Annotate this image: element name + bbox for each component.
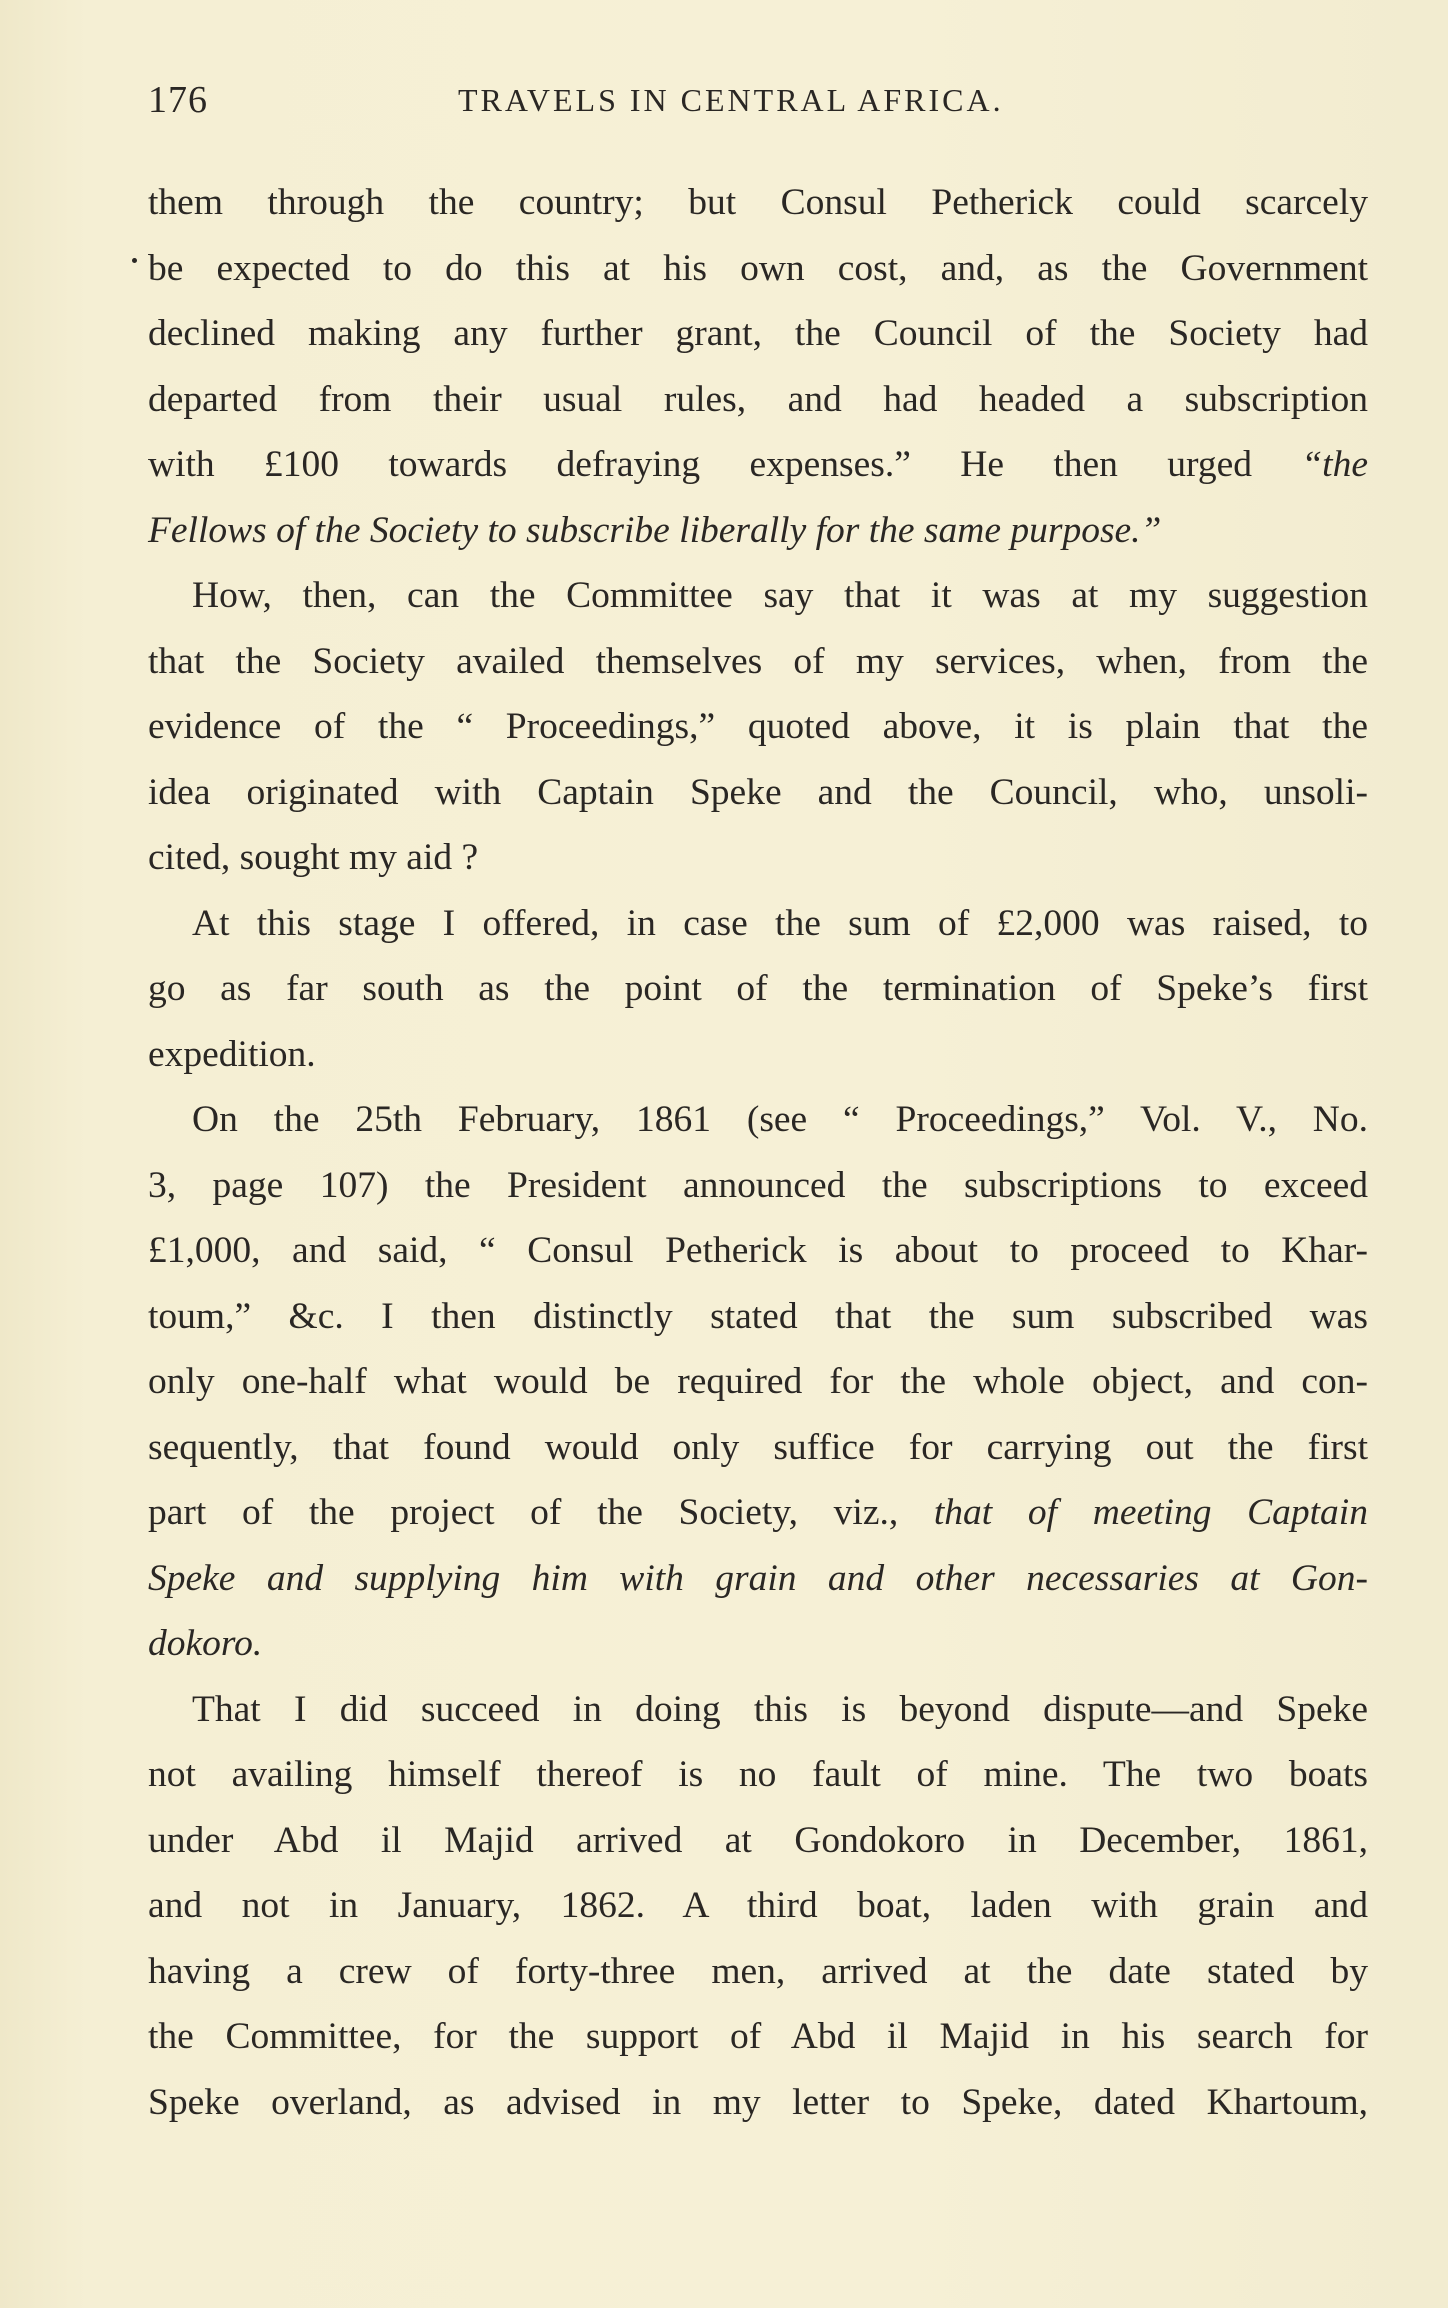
text-line: £1,000, and said, “ Consul Petherick is about to proceed to Khar-: [148, 1230, 1368, 1271]
text-line: with £100 towards defraying expenses.” He then urged “the: [148, 444, 1368, 485]
page-number: 176: [148, 79, 208, 121]
text-line: go as far south as the point of the termination of Speke’s first: [148, 968, 1368, 1009]
text-line: toum,” &c. I then distinctly stated that the sum subscribed was: [148, 1295, 1368, 1337]
text-line: cited, sought my aid ?: [148, 837, 479, 878]
text-line: them through the country; but Consul Petherick could scarcely: [148, 182, 1368, 223]
text-line: only one-half what would be required for the whole object, and con-: [148, 1361, 1368, 1402]
text-line: be expected to do this at his own cost, and, as the Government: [148, 247, 1368, 289]
text-line: and not in January, 1862. A third boat, laden with grain and: [148, 1885, 1368, 1926]
italic-text: Speke and supplying him with grain and other necessaries at Gon-: [148, 1557, 1368, 1599]
text-line: How, then, can the Committee say that it was at my suggestion: [192, 575, 1368, 616]
text-line: idea originated with Captain Speke and the Council, who, unsoli-: [148, 771, 1368, 813]
text-line: [148, 1611, 1368, 1677]
text-line: the Committee, for the support of Abd il Majid in his search for: [148, 2016, 1368, 2057]
italic-text: that of meeting Captain: [933, 1492, 1368, 1533]
italic-text: “the: [1301, 444, 1368, 485]
text-line: declined making any further grant, the Council of the Society had: [148, 313, 1368, 354]
page-header: [148, 78, 1368, 128]
text-line: sequently, that found would only suffice for carrying out the first: [148, 1426, 1368, 1468]
text-line: that the Society availed themselves of my services, when, from the: [148, 640, 1368, 682]
text-line: At this stage I offered, in case the sum of £2,000 was raised, to: [192, 902, 1368, 944]
running-head: TRAVELS IN CENTRAL AFRICA.: [458, 82, 1004, 118]
text-line: evidence of the “ Proceedings,” quoted above, it is plain that the: [148, 706, 1368, 747]
text-line: That I did succeed in doing this is beyond dispute—and Speke: [192, 1688, 1368, 1730]
text-line: Speke overland, as advised in my letter to Speke, dated Khartoum,: [148, 2081, 1368, 2123]
text-line: part of the project of the Society, viz., that of meeting Captain: [148, 1492, 1368, 1533]
text-line: [148, 1546, 1368, 1612]
text-line: 3, page 107) the President announced the subscriptions to exceed: [148, 1164, 1368, 1206]
italic-text: Fellows of the Society to subscribe liberally for the same purpose.”: [148, 509, 1162, 551]
text-line: under Abd il Majid arrived at Gondokoro in December, 1861,: [148, 1819, 1368, 1861]
text-line: expedition.: [148, 1033, 316, 1075]
text-line: [148, 498, 1368, 564]
italic-text: dokoro.: [148, 1623, 263, 1664]
body-text: [148, 170, 1368, 2135]
text-line: having a crew of forty-three men, arrived at the date stated by: [148, 1950, 1368, 1992]
margin-mark: [132, 258, 137, 263]
text-line: departed from their usual rules, and had headed a subscription: [148, 378, 1368, 420]
text-line: not availing himself thereof is no fault of mine. The two boats: [148, 1754, 1368, 1795]
text-line: On the 25th February, 1861 (see “ Proceedings,” Vol. V., No.: [192, 1099, 1368, 1140]
